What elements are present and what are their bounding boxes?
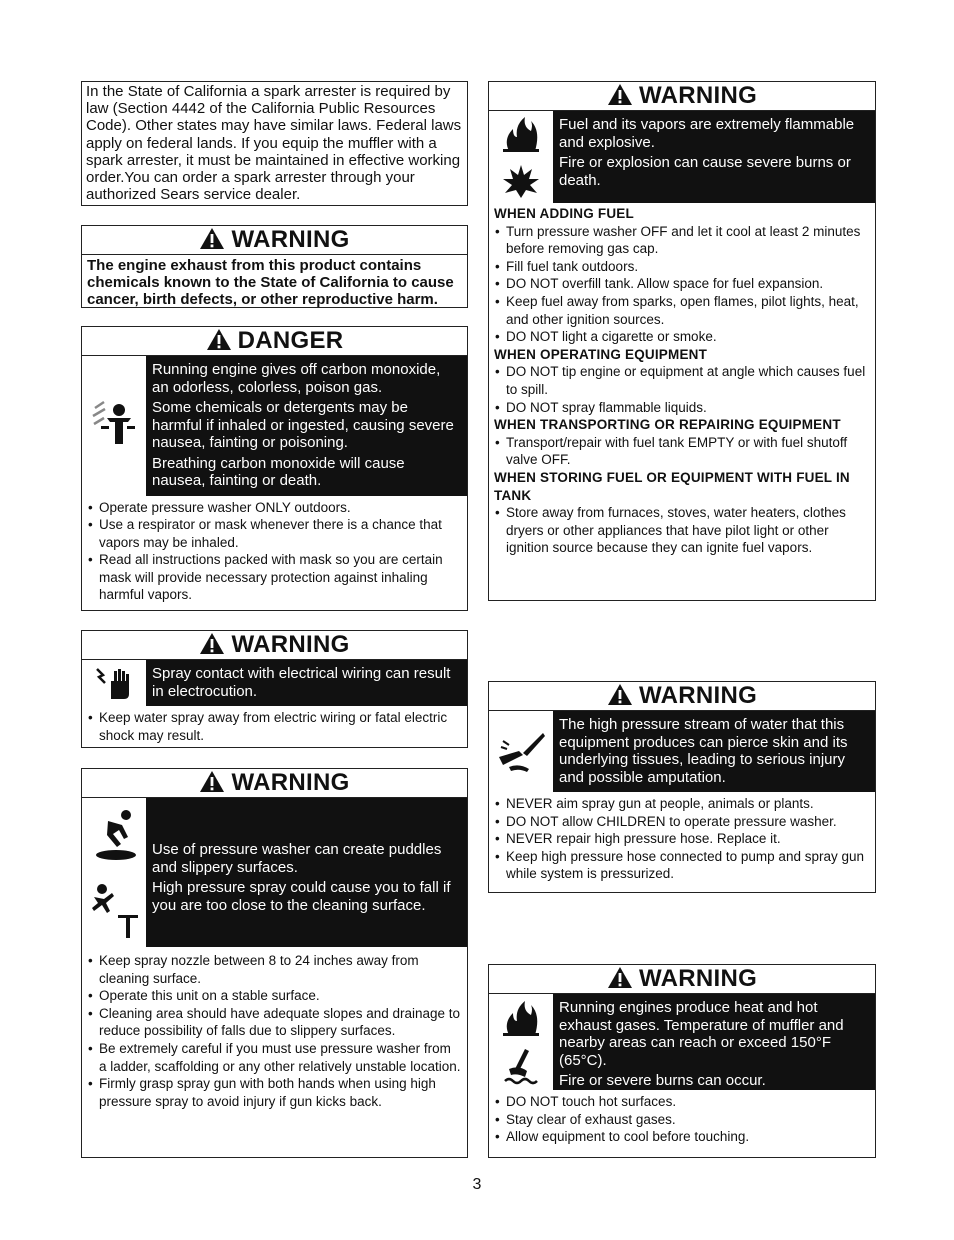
list-item: • Keep spray nozzle between 8 to 24 inches away from cleaning surface. (87, 952, 462, 987)
list-item: • Store away from furnaces, stoves, water heaters, clothes dryers or other appliances that have pilot light or other ignition source because they can ignite fuel vapors. (494, 504, 870, 557)
warning-label: WARNING (231, 226, 350, 253)
electrocution-bullet-list (87, 709, 462, 744)
operating-list (494, 363, 870, 416)
list-item: • Be extremely careful if you must use pressure washer from a ladder, scaffolding or any other relatively unstable location. (87, 1040, 462, 1075)
warning-label: WARNING (638, 682, 758, 709)
warning-triangle-icon (607, 683, 633, 706)
list-item: • DO NOT touch hot surfaces. (494, 1093, 870, 1111)
adding-fuel-list (494, 223, 870, 346)
prop65-warning-box (81, 225, 468, 308)
list-item: • DO NOT allow CHILDREN to operate pressure washer. (494, 813, 870, 831)
section-heading-transporting: WHEN TRANSPORTING OR REPAIRING EQUIPMENT (494, 417, 841, 433)
list-item: • Keep high pressure hose connected to pump and spray gun while system is pressurized. (494, 848, 870, 883)
electrocution-hazard-panel (146, 660, 467, 706)
hot-surface-message-2: Fire or severe burns can occur. (559, 1072, 766, 1089)
electrocution-message: Spray contact with electrical wiring can result in electrocution. (152, 665, 451, 700)
slip-fall-message-1: Use of pressure washer can create puddles and slippery surfaces. (152, 841, 442, 876)
high-pressure-message: The high pressure stream of water that this equipment produces can pierce skin and its underlying tissues, leading to serious injury and possible amputation. (559, 716, 848, 786)
california-note-text: In the State of California a spark arrester is required by law (Section 4442 of the California Public Resources Code). Other states may have similar laws. Federal laws apply on federal lands. If you equip the muffler with a spark arrester, it must be maintained in effective working order.You can order a spark arrester through your authorized Sears service dealer. (86, 83, 462, 204)
danger-label: DANGER (237, 327, 344, 354)
warning-triangle-icon (199, 227, 225, 250)
danger-message-1: Running engine gives off carbon monoxide, an odorless, colorless, poison gas. (152, 361, 441, 396)
transporting-list (494, 434, 870, 469)
list-item: • Stay clear of exhaust gases. (494, 1111, 870, 1129)
fuel-hazard-panel (553, 111, 875, 203)
list-item: • Transport/repair with fuel tank EMPTY or with fuel shutoff valve OFF. (494, 434, 870, 469)
hot-surface-icon (489, 1042, 553, 1090)
warning-label: WARNING (231, 769, 350, 796)
section-heading-adding-fuel: WHEN ADDING FUEL (494, 206, 634, 221)
prop65-message: The engine exhaust from this product contains chemicals known to the State of California to cause cancer, birth defects, or other reproductive harm. (87, 257, 454, 308)
electrocution-warning-box (81, 630, 468, 748)
fuel-message-1: Fuel and its vapors are extremely flammable and explosive. (559, 116, 855, 151)
list-item: • NEVER repair high pressure hose. Replace it. (494, 830, 870, 848)
danger-message-3: Breathing carbon monoxide will cause nausea, fainting or death. (152, 454, 405, 489)
list-item: • DO NOT spray flammable liquids. (494, 399, 870, 417)
storing-list (494, 504, 870, 557)
list-item: • Operate pressure washer ONLY outdoors. (87, 499, 462, 517)
toxic-gas-person-icon (82, 356, 146, 496)
list-item: • DO NOT tip engine or equipment at angle which causes fuel to spill. (494, 363, 870, 398)
hot-surface-bullet-list (494, 1093, 870, 1146)
list-item: • Allow equipment to cool before touching. (494, 1128, 870, 1146)
danger-message-2: Some chemicals or detergents may be harmful if inhaled or ingested, causing severe nausea, fainting or poisoning. (152, 399, 454, 451)
electrocution-warning-header (82, 631, 467, 660)
section-heading-storing: WHEN STORING FUEL OR EQUIPMENT WITH FUEL IN TANK (494, 469, 850, 503)
slip-fall-warning-header (82, 769, 467, 798)
warning-triangle-icon (607, 83, 633, 106)
warning-triangle-icon (607, 966, 633, 989)
list-item: • Fill fuel tank outdoors. (494, 258, 870, 276)
warning-label: WARNING (638, 965, 758, 992)
high-pressure-bullet-list (494, 795, 870, 883)
explosion-icon (489, 157, 553, 203)
warning-triangle-icon (199, 632, 225, 655)
list-item: • Turn pressure washer OFF and let it cool at least 2 minutes before removing gas cap. (494, 223, 870, 258)
section-heading-operating: WHEN OPERATING EQUIPMENT (494, 346, 708, 362)
slip-fall-warning-box (81, 768, 468, 1158)
list-item: • Use a respirator or mask whenever there is a chance that vapors may be inhaled. (87, 516, 462, 551)
hot-surface-hazard-panel (553, 994, 875, 1090)
fire-icon (489, 111, 553, 157)
fire-icon (489, 994, 553, 1042)
warning-label: WARNING (638, 82, 758, 109)
prop65-warning-header (82, 226, 467, 255)
warning-triangle-icon (206, 328, 232, 351)
list-item: • Read all instructions packed with mask so you are certain mask will provide necessary protection against inhaling harmful vapors. (87, 551, 462, 604)
california-spark-arrester-note (81, 81, 468, 206)
hot-surface-warning-header (489, 965, 875, 994)
danger-carbon-monoxide-box (81, 326, 468, 611)
fuel-fire-warning-box (488, 81, 876, 601)
danger-hazard-panel (146, 356, 467, 496)
high-pressure-hazard-panel (553, 711, 875, 792)
slip-fall-icon (82, 798, 146, 873)
list-item: • Keep fuel away from sparks, open flames, pilot lights, heat, and other ignition sources. (494, 293, 870, 328)
fuel-message-2: Fire or explosion can cause severe burns or death. (559, 154, 851, 189)
warning-triangle-icon (199, 770, 225, 793)
list-item: • DO NOT overfill tank. Allow space for fuel expansion. (494, 275, 870, 293)
high-pressure-injection-icon (489, 711, 553, 792)
list-item: • Operate this unit on a stable surface. (87, 987, 462, 1005)
list-item: • DO NOT light a cigarette or smoke. (494, 328, 870, 346)
list-item: • NEVER aim spray gun at people, animals or plants. (494, 795, 870, 813)
fuel-warning-header (489, 82, 875, 111)
slip-fall-hazard-panel (146, 798, 467, 947)
high-pressure-warning-header (489, 682, 875, 711)
high-pressure-warning-box (488, 681, 876, 893)
hot-surface-warning-box (488, 964, 876, 1158)
slip-fall-message-2: High pressure spray could cause you to fall if you are too close to the cleaning surface. (152, 879, 451, 914)
list-item: • Keep water spray away from electric wiring or fatal electric shock may result. (87, 709, 462, 744)
danger-header (82, 327, 467, 356)
danger-bullet-list (87, 499, 462, 605)
warning-label: WARNING (231, 631, 350, 658)
hot-surface-message-1: Running engines produce heat and hot exhaust gases. Temperature of muffler and nearby areas can reach or exceed 150°F (65°C). (559, 999, 844, 1069)
slip-fall-bullet-list (87, 952, 462, 1110)
electric-shock-hand-icon (82, 660, 146, 706)
list-item: • Cleaning area should have adequate slopes and drainage to reduce possibility of falls due to slippery surfaces. (87, 1005, 462, 1040)
fall-from-ladder-icon (82, 873, 146, 948)
page-number: 3 (472, 1176, 482, 1193)
list-item: • Firmly grasp spray gun with both hands when using high pressure spray to avoid injury if gun kicks back. (87, 1075, 462, 1110)
